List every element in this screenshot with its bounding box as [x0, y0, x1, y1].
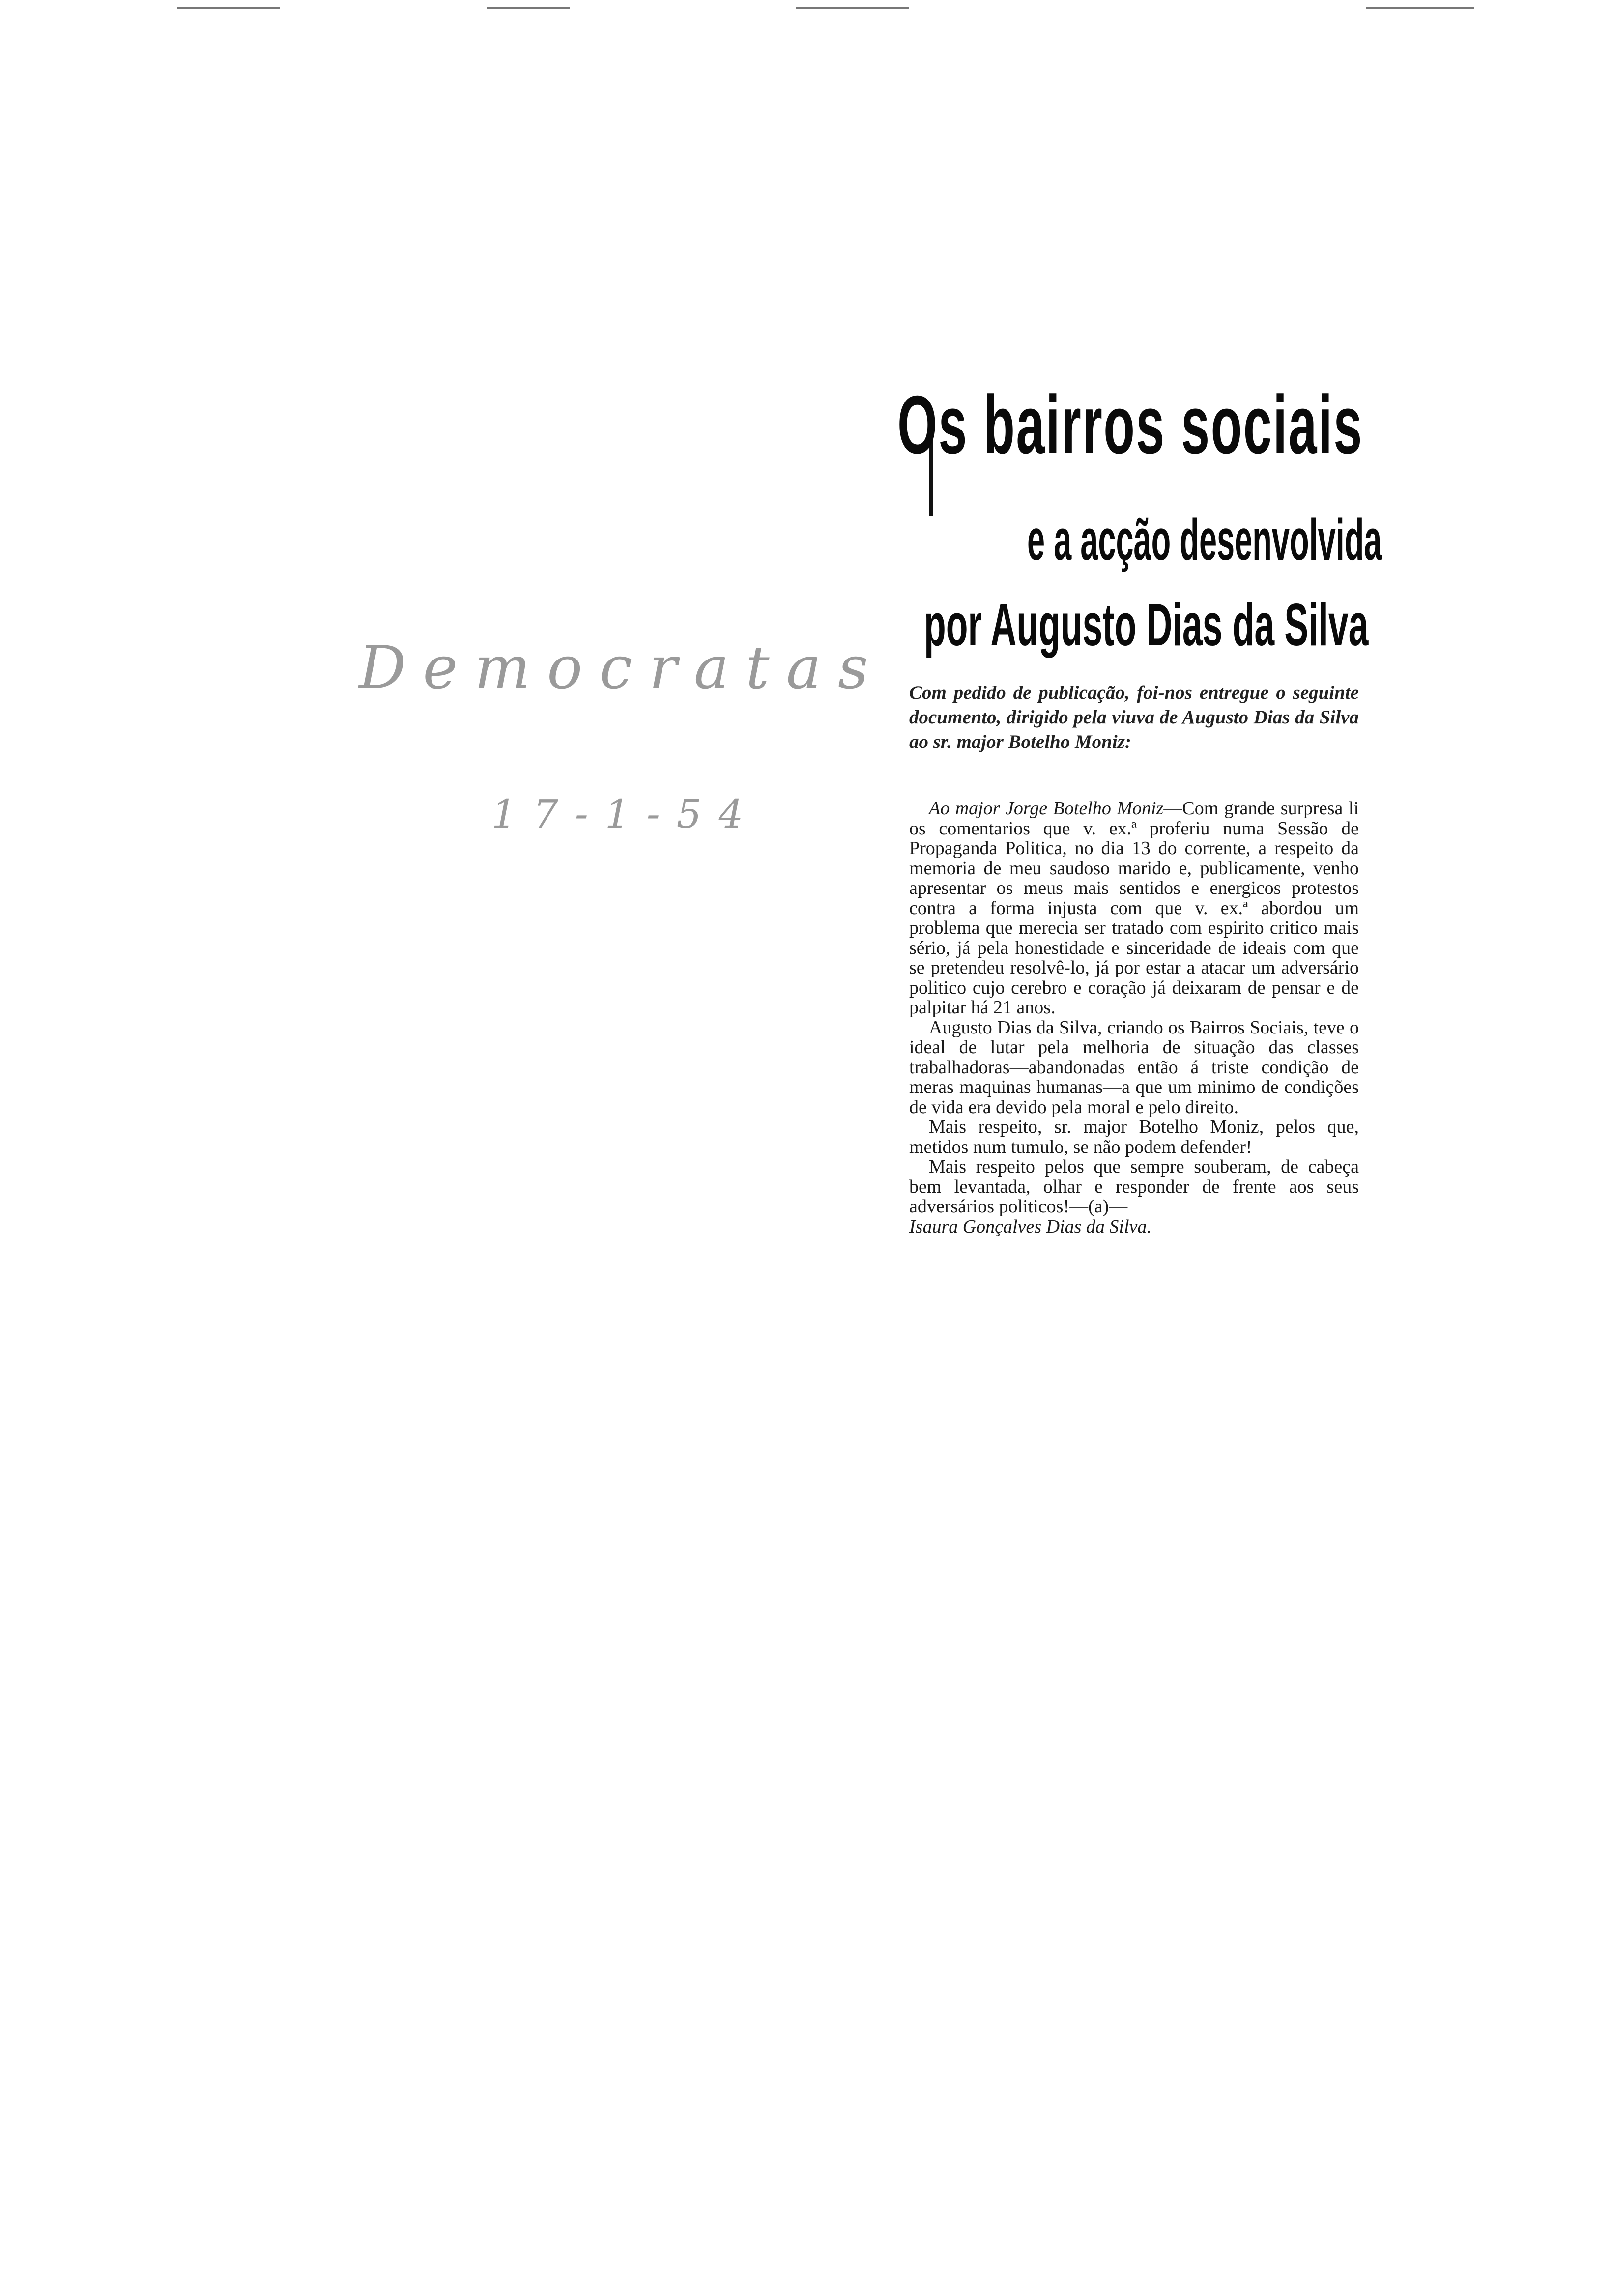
- paragraph-1-text: —Com grande surpresa li os comentarios que v. ex.ª proferiu numa Sessão de Propaganda Politica, no dia 13 do corrente, a respeito da memoria de meu saudoso marido e, publicamente, venho apresentar os meus mais sentidos e energicos protestos contra a forma injusta com que v. ex.ª abordou um problema que merecia ser tratado com espirito critico mais sério, já pela honestidade e sinceridade de ideais com que se pretendeu resolvê-lo, já por estar a atacar um adversário politico cujo cerebro e coração já deixaram de pensar e de palpitar há 21 anos.: [909, 798, 1359, 1018]
- signature-name: Isaura Gonçalves Dias da Silva.: [909, 1216, 1151, 1237]
- salutation: Ao major Jorge Botelho Moniz: [929, 798, 1164, 819]
- article-intro: Com pedido de publicação, foi-nos entregue o seguinte documento, dirigido pela viuva de Augusto Dias da Silva ao sr. major Botelho Moniz:: [909, 682, 1359, 752]
- scan-edge-mark: [177, 7, 280, 9]
- headline-line-1: Os bairros sociais: [897, 378, 1363, 471]
- signature: [909, 1217, 1359, 1237]
- handwritten-note-date: 17-1-54: [491, 791, 760, 837]
- paragraph-1: [909, 799, 1359, 1018]
- handwritten-note-title: Democratas: [359, 634, 885, 702]
- paragraph-2: Augusto Dias da Silva, criando os Bairros Sociais, teve o ideal de lutar pela melhoria de situação das classes trabalhadoras—abandonadas então á triste condição de meras maquinas humanas—a que um minimo de condições de vida era devido pela moral e pelo direito.: [909, 1017, 1359, 1118]
- scan-edge-mark: [487, 7, 570, 9]
- headline-line-2: e a acção desenvolvida: [1027, 508, 1382, 573]
- headline-line-3: por Augusto Dias da Silva: [924, 591, 1369, 658]
- scan-edge-mark: [796, 7, 909, 9]
- paragraph-4: Mais respeito pelos que sempre souberam, de cabeça bem levantada, olhar e responder de frente aos seus adversários politicos!—(a)—: [909, 1156, 1359, 1217]
- paragraph-3: Mais respeito, sr. major Botelho Moniz, pelos que, metidos num tumulo, se não podem defender!: [909, 1117, 1359, 1157]
- article-body: [909, 799, 1359, 1236]
- scan-edge-mark: [1366, 7, 1474, 9]
